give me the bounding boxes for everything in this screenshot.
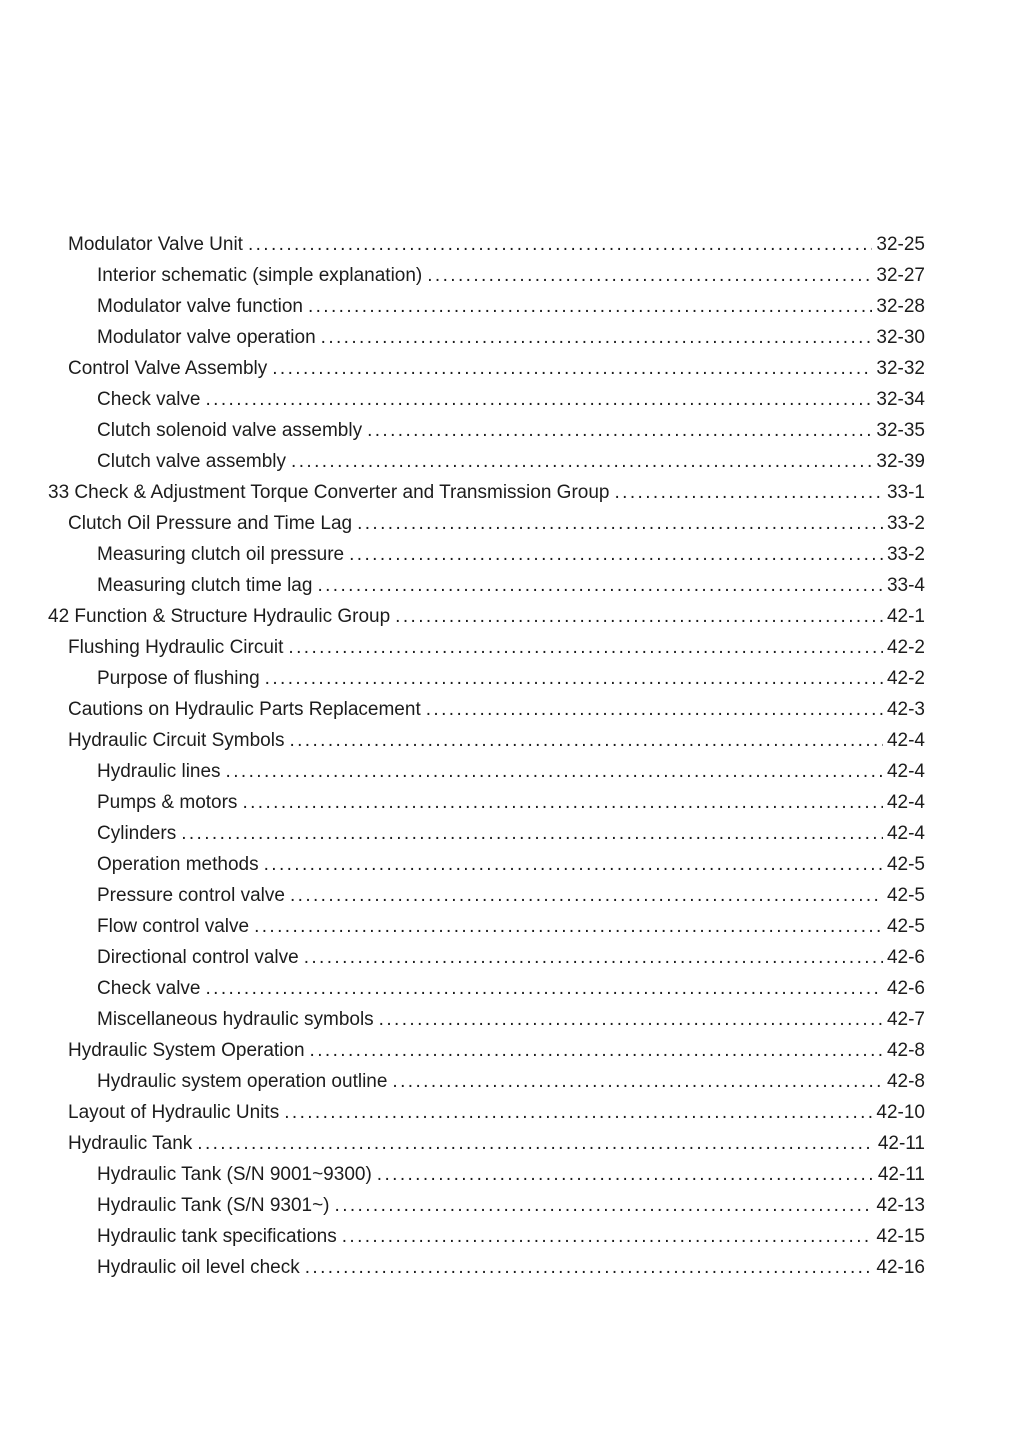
toc-entry-label: Control Valve Assembly bbox=[68, 358, 268, 379]
toc-entry-page-number: 32-35 bbox=[876, 420, 925, 441]
toc-entry bbox=[0, 1035, 925, 1066]
toc-entry bbox=[0, 1190, 925, 1221]
toc-entry-page-number: 42-11 bbox=[877, 1133, 925, 1154]
toc-entry-label: Clutch valve assembly bbox=[97, 451, 287, 472]
toc-entry-label: Interior schematic (simple explanation) bbox=[97, 265, 423, 286]
toc-entry bbox=[0, 508, 925, 539]
toc-entry-label: Pumps & motors bbox=[97, 792, 238, 813]
toc-entry-page-number: 42-8 bbox=[886, 1040, 925, 1061]
toc-entry-page-number: 42-5 bbox=[886, 854, 925, 875]
dot-leader bbox=[395, 601, 883, 632]
toc-entry-label: Miscellaneous hydraulic symbols bbox=[97, 1009, 374, 1030]
toc-entry bbox=[0, 973, 925, 1004]
toc-entry bbox=[0, 787, 925, 818]
toc-entry-label: Hydraulic Tank (S/N 9301~) bbox=[97, 1195, 330, 1216]
dot-leader bbox=[226, 756, 883, 787]
dot-leader bbox=[357, 508, 883, 539]
toc-entry-page-number: 42-1 bbox=[886, 606, 925, 627]
toc-entry-page-number: 32-28 bbox=[876, 296, 925, 317]
toc-entry bbox=[0, 260, 925, 291]
toc-entry-label: Hydraulic system operation outline bbox=[97, 1071, 388, 1092]
toc-entry bbox=[0, 880, 925, 911]
toc-entry-label: 33 Check & Adjustment Torque Converter and Transmission Group bbox=[48, 482, 610, 503]
toc-entry bbox=[0, 1221, 925, 1252]
toc-entry-page-number: 32-34 bbox=[876, 389, 925, 410]
dot-leader bbox=[264, 849, 883, 880]
toc-entry-label: Hydraulic lines bbox=[97, 761, 221, 782]
toc-entry-label: Layout of Hydraulic Units bbox=[68, 1102, 280, 1123]
dot-leader bbox=[254, 911, 883, 942]
toc-entry-page-number: 32-39 bbox=[876, 451, 925, 472]
toc-entry bbox=[0, 446, 925, 477]
toc-entry-label: Modulator valve operation bbox=[97, 327, 316, 348]
toc-entry bbox=[0, 942, 925, 973]
dot-leader bbox=[305, 1252, 873, 1283]
dot-leader bbox=[426, 694, 883, 725]
toc-entry bbox=[0, 725, 925, 756]
toc-entry bbox=[0, 1004, 925, 1035]
dot-leader bbox=[248, 229, 872, 260]
toc-entry bbox=[0, 849, 925, 880]
toc-entry-page-number: 42-3 bbox=[886, 699, 925, 720]
toc-entry bbox=[0, 353, 925, 384]
toc-entry-page-number: 32-30 bbox=[876, 327, 925, 348]
toc-entry-label: Flow control valve bbox=[97, 916, 250, 937]
toc-entry-label: Modulator valve function bbox=[97, 296, 303, 317]
toc-entry-page-number: 42-11 bbox=[877, 1164, 925, 1185]
dot-leader bbox=[272, 353, 872, 384]
dot-leader bbox=[335, 1190, 873, 1221]
toc-entry-page-number: 42-4 bbox=[886, 761, 925, 782]
toc-entry-page-number: 33-1 bbox=[886, 482, 925, 503]
toc-entry-label: Pressure control valve bbox=[97, 885, 285, 906]
dot-leader bbox=[310, 1035, 883, 1066]
toc-entry-page-number: 32-27 bbox=[876, 265, 925, 286]
dot-leader bbox=[349, 539, 883, 570]
toc-entry bbox=[0, 818, 925, 849]
dot-leader bbox=[427, 260, 872, 291]
dot-leader bbox=[290, 880, 883, 911]
toc-entry-label: Flushing Hydraulic Circuit bbox=[68, 637, 284, 658]
toc-entry-label: Hydraulic oil level check bbox=[97, 1257, 300, 1278]
dot-leader bbox=[181, 818, 883, 849]
toc-entry-label: Hydraulic System Operation bbox=[68, 1040, 305, 1061]
toc-entry-page-number: 42-8 bbox=[886, 1071, 925, 1092]
toc-entry bbox=[0, 1097, 925, 1128]
toc-entry-label: Directional control valve bbox=[97, 947, 299, 968]
toc-entry-page-number: 42-2 bbox=[886, 668, 925, 689]
toc-entry bbox=[0, 1128, 925, 1159]
toc-entry bbox=[0, 756, 925, 787]
toc-entry-page-number: 42-6 bbox=[886, 947, 925, 968]
toc-entry bbox=[0, 1066, 925, 1097]
dot-leader bbox=[289, 725, 883, 756]
toc-entry bbox=[0, 384, 925, 415]
dot-leader bbox=[392, 1066, 883, 1097]
dot-leader bbox=[242, 787, 883, 818]
toc-entry-label: Cautions on Hydraulic Parts Replacement bbox=[68, 699, 421, 720]
toc-entry bbox=[0, 601, 925, 632]
toc-entry-page-number: 42-16 bbox=[876, 1257, 925, 1278]
dot-leader bbox=[284, 1097, 872, 1128]
dot-leader bbox=[206, 973, 883, 1004]
dot-leader bbox=[291, 446, 872, 477]
dot-leader bbox=[379, 1004, 883, 1035]
dot-leader bbox=[377, 1159, 874, 1190]
table-of-contents bbox=[0, 229, 1024, 1283]
toc-entry bbox=[0, 570, 925, 601]
toc-entry bbox=[0, 663, 925, 694]
toc-entry-label: Check valve bbox=[97, 389, 201, 410]
toc-entry bbox=[0, 229, 925, 260]
dot-leader bbox=[265, 663, 883, 694]
dot-leader bbox=[197, 1128, 874, 1159]
toc-entry-label: 42 Function & Structure Hydraulic Group bbox=[48, 606, 391, 627]
toc-entry bbox=[0, 1252, 925, 1283]
toc-entry-label: Cylinders bbox=[97, 823, 177, 844]
toc-entry-label: Check valve bbox=[97, 978, 201, 999]
toc-entry-label: Clutch Oil Pressure and Time Lag bbox=[68, 513, 353, 534]
toc-entry bbox=[0, 322, 925, 353]
toc-entry-page-number: 32-32 bbox=[876, 358, 925, 379]
toc-entry-label: Hydraulic Tank (S/N 9001~9300) bbox=[97, 1164, 372, 1185]
toc-entry-label: Modulator Valve Unit bbox=[68, 234, 243, 255]
toc-entry-page-number: 42-4 bbox=[886, 823, 925, 844]
toc-entry bbox=[0, 539, 925, 570]
toc-entry-page-number: 42-15 bbox=[876, 1226, 925, 1247]
toc-entry-page-number: 42-4 bbox=[886, 730, 925, 751]
toc-entry-page-number: 42-6 bbox=[886, 978, 925, 999]
toc-entry bbox=[0, 694, 925, 725]
toc-entry-page-number: 42-10 bbox=[876, 1102, 925, 1123]
toc-entry-label: Measuring clutch time lag bbox=[97, 575, 313, 596]
toc-entry bbox=[0, 415, 925, 446]
toc-entry bbox=[0, 911, 925, 942]
toc-entry-page-number: 33-2 bbox=[886, 544, 925, 565]
toc-entry bbox=[0, 632, 925, 663]
toc-entry-page-number: 42-2 bbox=[886, 637, 925, 658]
toc-entry-label: Clutch solenoid valve assembly bbox=[97, 420, 363, 441]
toc-entry-label: Measuring clutch oil pressure bbox=[97, 544, 345, 565]
toc-entry-label: Hydraulic Circuit Symbols bbox=[68, 730, 285, 751]
dot-leader bbox=[615, 477, 883, 508]
dot-leader bbox=[206, 384, 873, 415]
toc-entry-page-number: 33-4 bbox=[886, 575, 925, 596]
toc-entry-label: Hydraulic Tank bbox=[68, 1133, 193, 1154]
dot-leader bbox=[304, 942, 883, 973]
toc-entry-page-number: 42-5 bbox=[886, 885, 925, 906]
toc-entry-page-number: 42-13 bbox=[876, 1195, 925, 1216]
dot-leader bbox=[308, 291, 872, 322]
toc-entry-page-number: 42-5 bbox=[886, 916, 925, 937]
dot-leader bbox=[342, 1221, 873, 1252]
toc-entry-page-number: 42-7 bbox=[886, 1009, 925, 1030]
toc-entry bbox=[0, 1159, 925, 1190]
dot-leader bbox=[321, 322, 873, 353]
toc-entry bbox=[0, 291, 925, 322]
toc-entry-page-number: 42-4 bbox=[886, 792, 925, 813]
toc-entry-page-number: 33-2 bbox=[886, 513, 925, 534]
toc-entry bbox=[0, 477, 925, 508]
toc-entry-label: Hydraulic tank specifications bbox=[97, 1226, 337, 1247]
toc-entry-label: Purpose of flushing bbox=[97, 668, 260, 689]
dot-leader bbox=[367, 415, 872, 446]
dot-leader bbox=[317, 570, 883, 601]
toc-entry-page-number: 32-25 bbox=[876, 234, 925, 255]
dot-leader bbox=[288, 632, 883, 663]
toc-entry-label: Operation methods bbox=[97, 854, 259, 875]
